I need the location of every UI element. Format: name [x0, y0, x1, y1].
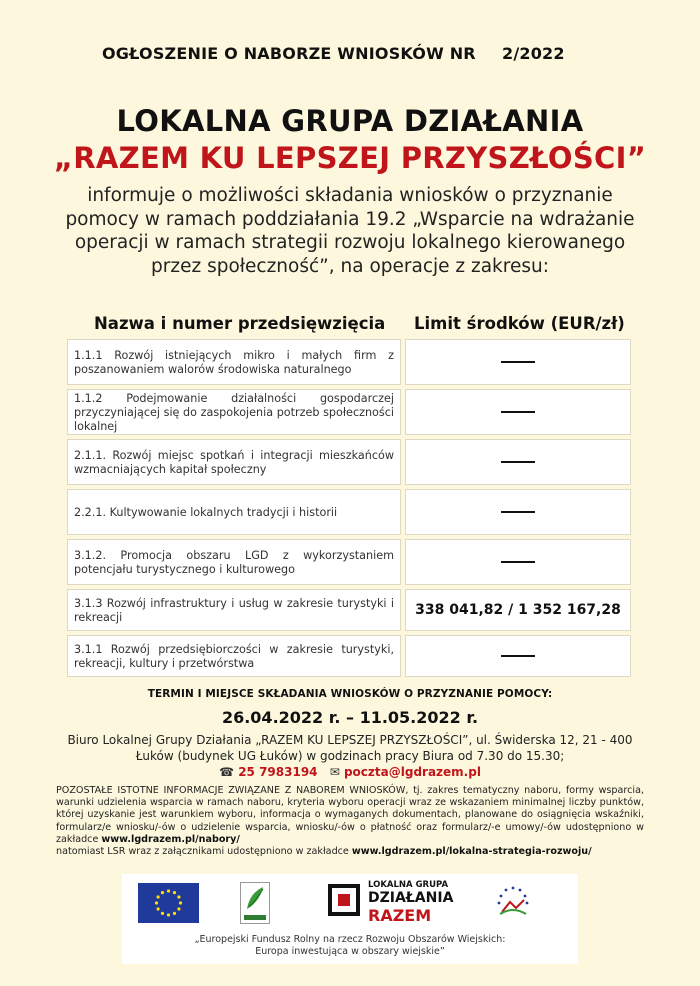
limit-cell — [405, 589, 631, 631]
office-line: Biuro Lokalnej Grupy Działania „RAZEM KU LEPSZEJ PRZYSZŁOŚCI”, ul. Świderska 12, 21 - 400 — [67, 733, 633, 747]
org-title: LOKALNA GRUPA DZIAŁANIA — [116, 104, 584, 138]
intro-line: informuje o możliwości składania wniosków o przyznanie — [87, 185, 613, 206]
org-name: „RAZEM KU LEPSZEJ PRZYSZŁOŚCI” — [53, 141, 647, 175]
eu-flag-logo — [138, 883, 199, 923]
measure-name: 3.1.3 Rozwój infrastruktury i usług w zakresie turystyki i rekreacji — [67, 589, 401, 631]
table-row — [67, 389, 631, 435]
measure-name: 3.1.1 Rozwój przedsiębiorczości w zakresie turystyki, rekreacji, kultury i przetwórstwa — [67, 635, 401, 677]
deadline-dates: 26.04.2022 r. – 11.05.2022 r. — [221, 708, 479, 727]
table-row — [67, 589, 631, 631]
limit-cell — [405, 489, 631, 535]
limit-amount: 338 041,82 / 1 352 167,28 — [415, 602, 621, 618]
measures-table — [67, 339, 631, 681]
lgd-razem-logo — [328, 878, 456, 926]
other-info — [56, 785, 644, 858]
limit-cell — [405, 439, 631, 485]
lgd-logo-mark — [328, 884, 360, 916]
measure-name: 1.1.1 Rozwój istniejących mikro i małych firm z poszanowaniem walorów środowiska naturalnego — [67, 339, 401, 385]
fund-text — [122, 934, 578, 957]
email-link[interactable]: poczta@lgdrazem.pl — [343, 765, 481, 779]
table-row — [67, 635, 631, 677]
empty-dash — [501, 561, 535, 563]
leader-logo — [240, 882, 270, 924]
table-row — [67, 539, 631, 585]
limit-cell — [405, 339, 631, 385]
column-header-name: Nazwa i numer przedsięwzięcia — [94, 314, 386, 333]
lgd-logo-text: RAZEM — [368, 906, 432, 925]
table-row — [67, 339, 631, 385]
limit-cell — [405, 389, 631, 435]
announcement-label: OGŁOSZENIE O NABORZE WNIOSKÓW NR — [102, 44, 476, 63]
announcement-number: 2/2022 — [502, 44, 565, 63]
table-row — [67, 439, 631, 485]
phone-number[interactable]: 25 7983194 — [238, 765, 318, 779]
lgd-logo-text: DZIAŁANIA — [368, 890, 454, 906]
limit-cell — [405, 635, 631, 677]
phone-icon: ☎ — [219, 765, 235, 779]
mail-icon: ✉ — [329, 765, 340, 779]
intro-line: pomocy w ramach poddziałania 19.2 „Wsparcie na wdrażanie — [65, 208, 635, 230]
office-line: Łuków (budynek UG Łuków) w godzinach pracy Biura od 7.30 do 15.30; — [135, 748, 565, 763]
measure-name: 3.1.2. Promocja obszaru LGD z wykorzystaniem potencjału turystycznego i kulturowego — [67, 539, 401, 585]
office-address — [50, 733, 650, 764]
contact-line — [0, 765, 700, 779]
empty-dash — [501, 361, 535, 363]
column-header-limit: Limit środków (EUR/zł) — [414, 314, 625, 333]
other-info-text2: natomiast LSR wraz z załącznikami udostępniono w zakładce — [56, 846, 352, 858]
measure-name: 1.1.2 Podejmowanie działalności gospodarczej przyczyniającej się do zaspokojenia potrzeb społeczności lokalnej — [67, 389, 401, 435]
empty-dash — [501, 461, 535, 463]
deadline-title: TERMIN I MIEJSCE SKŁADANIA WNIOSKÓW O PRZYZNANIE POMOCY: — [147, 688, 553, 700]
fund-line: „Europejski Fundusz Rolny na rzecz Rozwoju Obszarów Wiejskich: — [194, 934, 506, 945]
empty-dash — [501, 411, 535, 413]
empty-dash — [501, 655, 535, 657]
measure-name: 2.1.1. Rozwój miejsc spotkań i integracji mieszkańców wzmacniających kapitał społeczny — [67, 439, 401, 485]
lgd-logo-text: LOKALNA GRUPA — [368, 880, 449, 890]
limit-cell — [405, 539, 631, 585]
empty-dash — [501, 511, 535, 513]
nabory-link[interactable]: www.lgdrazem.pl/nabory/ — [101, 833, 240, 845]
table-row — [67, 489, 631, 535]
intro-line: operacji w ramach strategii rozwoju lokalnego kierowanego — [74, 232, 626, 253]
strategy-link[interactable]: www.lgdrazem.pl/lokalna-strategia-rozwoju/ — [351, 846, 592, 858]
measure-name: 2.2.1. Kultywowanie lokalnych tradycji i historii — [67, 489, 401, 535]
fund-line: Europa inwestująca w obszary wiejskie” — [255, 945, 445, 957]
other-info-text: POZOSTAŁE ISTOTNE INFORMACJE ZWIĄZANE Z NABOREM WNIOSKÓW, tj. zakres tematyczny naboru, formy wsparcia, warunki udzielenia wsparcia w ramach naboru, kryteria wyboru operacji wraz ze wskazaniem minimalnej liczby punktów, której uzyskanie jest warunkiem wyboru, informacja o wymaganych dokumentach, planowane do osiągnięcia wskaźniki, formularz/e wniosku/-ów o udzielenie wsparcia, wniosku/-ów o płatność oraz formularz/-e umowy/-ów udostępniono w zakładce — [56, 785, 644, 845]
footer-logos — [122, 874, 578, 964]
prow-logo — [494, 884, 532, 920]
intro-line: przez społeczność”, na operacje z zakresu: — [151, 255, 549, 277]
intro-text — [40, 184, 660, 278]
